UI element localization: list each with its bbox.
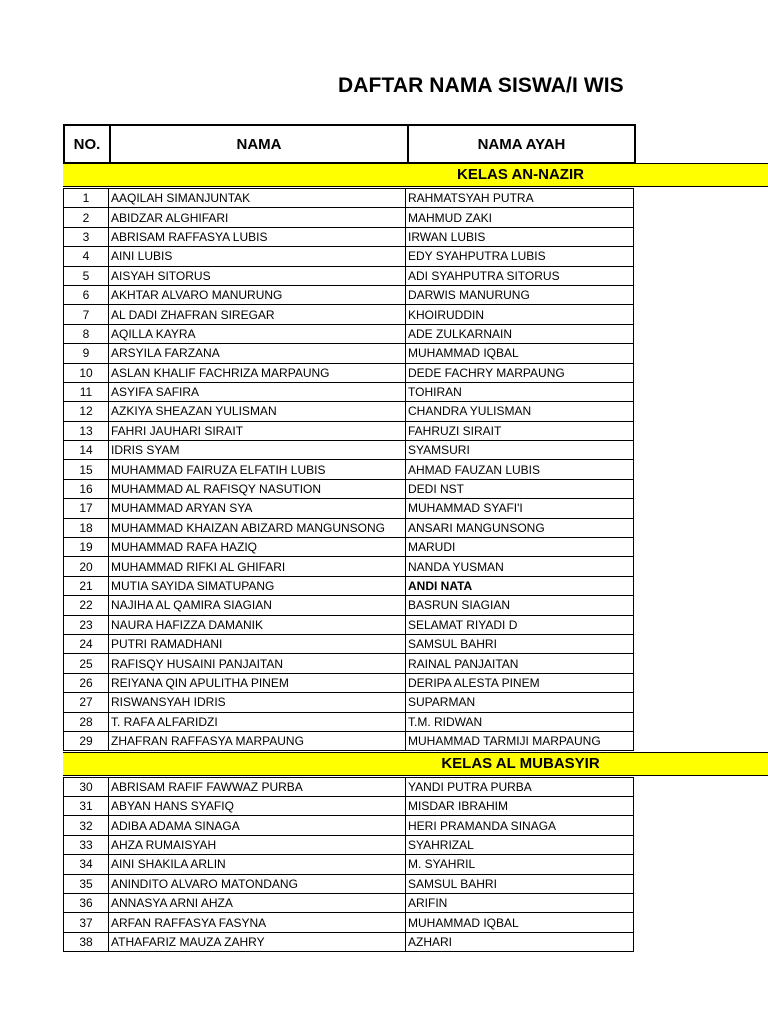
row-nama-ayah: CHANDRA YULISMAN bbox=[406, 402, 634, 421]
table-row bbox=[64, 673, 634, 692]
row-no: 26 bbox=[64, 673, 109, 692]
row-nama-ayah: EDY SYAHPUTRA LUBIS bbox=[406, 247, 634, 266]
row-nama-ayah: T.M. RIDWAN bbox=[406, 712, 634, 731]
row-nama-ayah: DEDE FACHRY MARPAUNG bbox=[406, 363, 634, 382]
row-no: 22 bbox=[64, 596, 109, 615]
table-row bbox=[64, 712, 634, 731]
row-nama: MUTIA SAYIDA SIMATUPANG bbox=[109, 576, 406, 595]
row-nama: REIYANA QIN APULITHA PINEM bbox=[109, 673, 406, 692]
row-nama-ayah: SAMSUL BAHRI bbox=[406, 634, 634, 653]
table-row bbox=[64, 247, 634, 266]
table-row bbox=[64, 816, 634, 835]
row-no: 20 bbox=[64, 557, 109, 576]
row-nama: MUHAMMAD RIFKI AL GHIFARI bbox=[109, 557, 406, 576]
row-no: 14 bbox=[64, 441, 109, 460]
table-header bbox=[63, 124, 636, 164]
row-nama: IDRIS SYAM bbox=[109, 441, 406, 460]
row-nama-ayah: NANDA YUSMAN bbox=[406, 557, 634, 576]
table-row bbox=[64, 189, 634, 208]
table-row bbox=[64, 208, 634, 227]
table-row bbox=[64, 421, 634, 440]
row-nama: MUHAMMAD ARYAN SYA bbox=[109, 499, 406, 518]
row-no: 18 bbox=[64, 518, 109, 537]
row-no: 11 bbox=[64, 382, 109, 401]
table-row bbox=[64, 382, 634, 401]
row-nama-ayah: MUHAMMAD TARMIJI MARPAUNG bbox=[406, 731, 634, 750]
table-row bbox=[64, 460, 634, 479]
page-title: DAFTAR NAMA SISWA/I WIS bbox=[338, 74, 624, 97]
row-no: 34 bbox=[64, 855, 109, 874]
row-nama: ARSYILA FARZANA bbox=[109, 344, 406, 363]
section-label: KELAS AL MUBASYIR bbox=[441, 754, 600, 772]
row-nama: PUTRI RAMADHANI bbox=[109, 634, 406, 653]
row-nama: ANINDITO ALVARO MATONDANG bbox=[109, 874, 406, 893]
row-nama-ayah: RAHMATSYAH PUTRA bbox=[406, 189, 634, 208]
table-row bbox=[64, 479, 634, 498]
row-nama: AKHTAR ALVARO MANURUNG bbox=[109, 285, 406, 304]
row-nama-ayah: M. SYAHRIL bbox=[406, 855, 634, 874]
row-nama-ayah: MUHAMMAD IQBAL bbox=[406, 344, 634, 363]
row-nama: ASLAN KHALIF FACHRIZA MARPAUNG bbox=[109, 363, 406, 382]
row-nama-ayah: BASRUN SIAGIAN bbox=[406, 596, 634, 615]
table-row bbox=[64, 266, 634, 285]
row-no: 15 bbox=[64, 460, 109, 479]
row-nama: T. RAFA ALFARIDZI bbox=[109, 712, 406, 731]
row-no: 29 bbox=[64, 731, 109, 750]
row-no: 13 bbox=[64, 421, 109, 440]
table-row bbox=[64, 402, 634, 421]
row-nama: MUHAMMAD RAFA HAZIQ bbox=[109, 538, 406, 557]
table-row bbox=[64, 615, 634, 634]
table-row bbox=[64, 596, 634, 615]
table-row bbox=[64, 576, 634, 595]
row-nama: RISWANSYAH IDRIS bbox=[109, 693, 406, 712]
table-row bbox=[64, 693, 634, 712]
row-nama-ayah: ANDI NATA bbox=[406, 576, 634, 595]
row-nama: AINI LUBIS bbox=[109, 247, 406, 266]
row-no: 30 bbox=[64, 777, 109, 796]
row-no: 4 bbox=[64, 247, 109, 266]
row-no: 32 bbox=[64, 816, 109, 835]
row-no: 31 bbox=[64, 796, 109, 815]
row-nama-ayah: KHOIRUDDIN bbox=[406, 305, 634, 324]
section-rows-al-mubasyir bbox=[63, 777, 634, 953]
row-nama-ayah: MISDAR IBRAHIM bbox=[406, 796, 634, 815]
row-nama: ABRISAM RAFFASYA LUBIS bbox=[109, 227, 406, 246]
row-no: 21 bbox=[64, 576, 109, 595]
row-nama: AL DADI ZHAFRAN SIREGAR bbox=[109, 305, 406, 324]
row-no: 3 bbox=[64, 227, 109, 246]
table-row bbox=[64, 874, 634, 893]
row-nama-ayah: TOHIRAN bbox=[406, 382, 634, 401]
row-no: 7 bbox=[64, 305, 109, 324]
header-nama: NAMA bbox=[110, 125, 408, 163]
row-nama-ayah: DEDI NST bbox=[406, 479, 634, 498]
row-nama-ayah: IRWAN LUBIS bbox=[406, 227, 634, 246]
header-no: NO. bbox=[64, 125, 110, 163]
row-no: 12 bbox=[64, 402, 109, 421]
row-nama-ayah: SYAHRIZAL bbox=[406, 835, 634, 854]
row-no: 23 bbox=[64, 615, 109, 634]
row-nama: AISYAH SITORUS bbox=[109, 266, 406, 285]
row-nama-ayah: SAMSUL BAHRI bbox=[406, 874, 634, 893]
table-row bbox=[64, 777, 634, 796]
table-row bbox=[64, 363, 634, 382]
row-no: 19 bbox=[64, 538, 109, 557]
table-row bbox=[64, 634, 634, 653]
row-no: 33 bbox=[64, 835, 109, 854]
row-nama: AAQILAH SIMANJUNTAK bbox=[109, 189, 406, 208]
table-row bbox=[64, 285, 634, 304]
row-nama-ayah: SUPARMAN bbox=[406, 693, 634, 712]
table-row bbox=[64, 835, 634, 854]
row-nama: RAFISQY HUSAINI PANJAITAN bbox=[109, 654, 406, 673]
row-nama-ayah: YANDI PUTRA PURBA bbox=[406, 777, 634, 796]
row-nama: MUHAMMAD FAIRUZA ELFATIH LUBIS bbox=[109, 460, 406, 479]
row-no: 27 bbox=[64, 693, 109, 712]
row-nama-ayah: SELAMAT RIYADI D bbox=[406, 615, 634, 634]
row-nama-ayah: MUHAMMAD IQBAL bbox=[406, 913, 634, 932]
header-nama-ayah: NAMA AYAH bbox=[408, 125, 635, 163]
row-no: 24 bbox=[64, 634, 109, 653]
section-rows-an-nazir bbox=[63, 188, 634, 751]
row-no: 38 bbox=[64, 932, 109, 951]
row-no: 17 bbox=[64, 499, 109, 518]
table-row bbox=[64, 557, 634, 576]
row-nama-ayah: DERIPA ALESTA PINEM bbox=[406, 673, 634, 692]
row-nama-ayah: HERI PRAMANDA SINAGA bbox=[406, 816, 634, 835]
row-no: 36 bbox=[64, 893, 109, 912]
row-no: 8 bbox=[64, 324, 109, 343]
row-nama-ayah: MAHMUD ZAKI bbox=[406, 208, 634, 227]
row-nama-ayah: SYAMSURI bbox=[406, 441, 634, 460]
row-nama: ARFAN RAFFASYA FASYNA bbox=[109, 913, 406, 932]
section-label: KELAS AN-NAZIR bbox=[457, 166, 584, 183]
row-nama: ZHAFRAN RAFFASYA MARPAUNG bbox=[109, 731, 406, 750]
table-row bbox=[64, 305, 634, 324]
row-nama-ayah: DARWIS MANURUNG bbox=[406, 285, 634, 304]
row-nama-ayah: RAINAL PANJAITAN bbox=[406, 654, 634, 673]
row-no: 10 bbox=[64, 363, 109, 382]
row-nama: ADIBA ADAMA SINAGA bbox=[109, 816, 406, 835]
row-no: 28 bbox=[64, 712, 109, 731]
table-row bbox=[64, 344, 634, 363]
row-nama: ABIDZAR ALGHIFARI bbox=[109, 208, 406, 227]
row-nama: MUHAMMAD AL RAFISQY NASUTION bbox=[109, 479, 406, 498]
table-row bbox=[64, 518, 634, 537]
row-nama-ayah: ADE ZULKARNAIN bbox=[406, 324, 634, 343]
row-nama: ASYIFA SAFIRA bbox=[109, 382, 406, 401]
row-no: 25 bbox=[64, 654, 109, 673]
row-nama: AZKIYA SHEAZAN YULISMAN bbox=[109, 402, 406, 421]
table-row bbox=[64, 893, 634, 912]
row-nama-ayah: MUHAMMAD SYAFI'I bbox=[406, 499, 634, 518]
section-band-an-nazir bbox=[63, 163, 768, 187]
table-row bbox=[64, 932, 634, 951]
table-row bbox=[64, 441, 634, 460]
row-nama-ayah: FAHRUZI SIRAIT bbox=[406, 421, 634, 440]
row-nama: ABRISAM RAFIF FAWWAZ PURBA bbox=[109, 777, 406, 796]
row-nama: AHZA RUMAISYAH bbox=[109, 835, 406, 854]
table-row bbox=[64, 731, 634, 750]
row-nama: ANNASYA ARNI AHZA bbox=[109, 893, 406, 912]
row-nama: AQILLA KAYRA bbox=[109, 324, 406, 343]
table-row bbox=[64, 227, 634, 246]
table-row bbox=[64, 913, 634, 932]
row-no: 5 bbox=[64, 266, 109, 285]
row-nama-ayah: ARIFIN bbox=[406, 893, 634, 912]
row-nama-ayah: ADI SYAHPUTRA SITORUS bbox=[406, 266, 634, 285]
row-no: 6 bbox=[64, 285, 109, 304]
row-no: 37 bbox=[64, 913, 109, 932]
row-no: 2 bbox=[64, 208, 109, 227]
row-nama: NAURA HAFIZZA DAMANIK bbox=[109, 615, 406, 634]
row-nama-ayah: AZHARI bbox=[406, 932, 634, 951]
table-row bbox=[64, 855, 634, 874]
row-nama: ATHAFARIZ MAUZA ZAHRY bbox=[109, 932, 406, 951]
row-no: 16 bbox=[64, 479, 109, 498]
row-no: 9 bbox=[64, 344, 109, 363]
row-nama: MUHAMMAD KHAIZAN ABIZARD MANGUNSONG bbox=[109, 518, 406, 537]
row-no: 1 bbox=[64, 189, 109, 208]
row-nama-ayah: ANSARI MANGUNSONG bbox=[406, 518, 634, 537]
row-nama-ayah: AHMAD FAUZAN LUBIS bbox=[406, 460, 634, 479]
table-row bbox=[64, 499, 634, 518]
table-row bbox=[64, 538, 634, 557]
row-nama: FAHRI JAUHARI SIRAIT bbox=[109, 421, 406, 440]
table-row bbox=[64, 654, 634, 673]
row-nama-ayah: MARUDI bbox=[406, 538, 634, 557]
row-no: 35 bbox=[64, 874, 109, 893]
table-row bbox=[64, 324, 634, 343]
table-row bbox=[64, 796, 634, 815]
row-nama: AINI SHAKILA ARLIN bbox=[109, 855, 406, 874]
row-nama: NAJIHA AL QAMIRA SIAGIAN bbox=[109, 596, 406, 615]
row-nama: ABYAN HANS SYAFIQ bbox=[109, 796, 406, 815]
section-band-al-mubasyir bbox=[63, 752, 768, 776]
